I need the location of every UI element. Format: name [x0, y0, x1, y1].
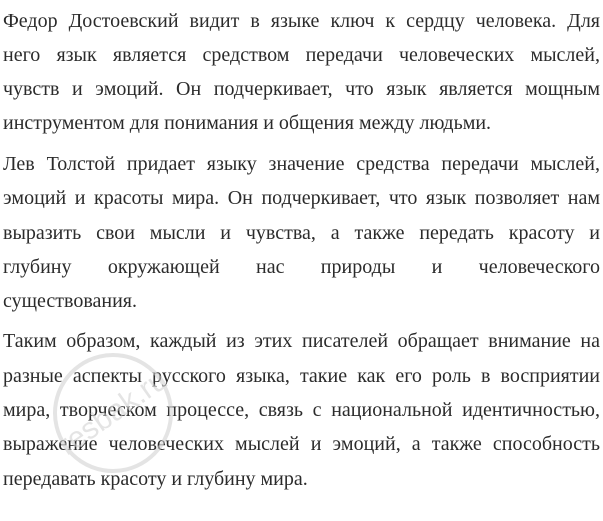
- paragraph-3-line-4: выражение человеческих мыслей и эмоций, а также способность: [3, 433, 600, 455]
- paragraph-1-line-2: него язык является средством передачи человеческих мыслей,: [3, 44, 600, 66]
- paragraph-3-line-5: передавать красоту и глубину мира.: [3, 468, 308, 490]
- paragraph-3-line-1: Таким образом, каждый из этих писателей обращает внимание на: [3, 330, 600, 352]
- paragraph-2-line-5: существования.: [3, 290, 137, 312]
- paragraph-2-line-2: эмоций и красоты мира. Он подчеркивает, что язык позволяет нам: [3, 187, 600, 209]
- paragraph-2-line-3: выразить свои мысли и чувства, а также передать красоту и: [3, 222, 600, 244]
- paragraph-1-line-4: инструментом для понимания и общения между людьми.: [3, 112, 492, 134]
- paragraph-2-line-1: Лев Толстой придает языку значение средства передачи мыслей,: [3, 153, 600, 175]
- paragraph-1-line-1: Федор Достоевский видит в языке ключ к сердцу человека. Для: [3, 10, 600, 32]
- watermark-text: resbak.ru: [52, 363, 174, 462]
- paragraph-3-line-3: мира, творческом процессе, связь с национальной идентичностью,: [3, 399, 600, 421]
- paragraph-2-line-4: глубину окружающей нас природы и человеческого: [3, 256, 600, 278]
- paragraph-3-line-2: разные аспекты русского языка, такие как его роль в восприятии: [3, 365, 600, 387]
- paragraph-1-line-3: чувств и эмоций. Он подчеркивает, что язык является мощным: [3, 78, 600, 100]
